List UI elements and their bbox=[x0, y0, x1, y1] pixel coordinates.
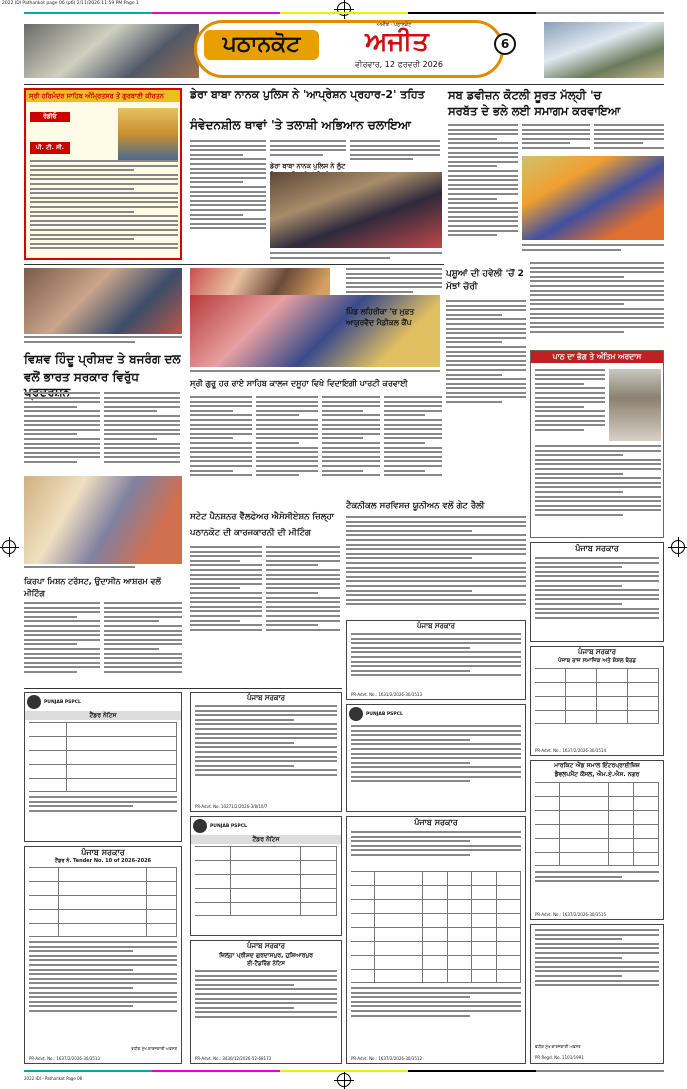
story2-col3-top bbox=[594, 124, 664, 154]
story2-col1 bbox=[448, 124, 518, 254]
ad-tender-left-body bbox=[25, 939, 181, 1035]
ad-tender-left bbox=[24, 846, 182, 1064]
obituary-portrait bbox=[609, 369, 661, 441]
ad-tender-no: ਟੈਂਡਰ ਨੰ. Tender No. 10 of 2026-2026 bbox=[54, 858, 152, 864]
story6-col2 bbox=[256, 396, 318, 488]
story2-headline-1: ਸਬ ਡਵੀਜ਼ਨ ਕੋਟਲੀ ਸੂਰਤ ਮੱਲ੍ਹੀ 'ਚ bbox=[448, 88, 602, 102]
ad-district-sub: ਈ-ਟੈਂਡਰਿੰਗ ਨੋਟਿਸ bbox=[247, 961, 285, 967]
ad-punjab-govt-center bbox=[346, 620, 526, 700]
ads-rule-left bbox=[24, 688, 342, 689]
ad-rural-grid bbox=[535, 668, 659, 724]
pspcl-logo-icon bbox=[27, 695, 41, 709]
promo-tag-ptc: ਪੀ. ਟੀ. ਸੀ. bbox=[30, 142, 70, 154]
ad-market-committee bbox=[530, 760, 664, 920]
ad-bottom-title: ਪੰਜਾਬ ਸਰਕਾਰ bbox=[414, 818, 458, 827]
story8-col1 bbox=[190, 546, 262, 642]
story8-headline-1: ਸਟੇਟ ਪੈਨਸ਼ਨਰ ਵੈੱਲਫੇਅਰ ਐਸੋਸੀਏਸ਼ਨ ਜ਼ਿਲ੍ਹਾ bbox=[190, 512, 335, 522]
ad-district-pr: PR-Advt. No.: 3430/12/2026-52-68173 bbox=[195, 1056, 272, 1061]
story4-body bbox=[446, 300, 526, 420]
ad-rural-punjab: ਪੰਜਾਬ ਸਰਕਾਰ bbox=[577, 648, 616, 656]
color-bar bbox=[24, 12, 664, 14]
story3-photo bbox=[24, 268, 182, 334]
ad-pspcl-left bbox=[24, 692, 182, 842]
ad-center-title: ਪੰਜਾਬ ਸਰਕਾਰ bbox=[416, 622, 455, 630]
story9-headline-2: ਮੀਟਿੰਗ bbox=[24, 589, 45, 598]
obituary-box bbox=[530, 350, 664, 538]
story6-col1 bbox=[190, 396, 252, 488]
issue-date: ਵੀਰਵਾਰ, 12 ਫਰਵਰੀ 2026 bbox=[355, 60, 443, 69]
pspcl-mid-name: PUNJAB PSPCL bbox=[210, 823, 247, 829]
ad-market-pr: PR-Advt. No.: 1637/2/2026-30/3515 bbox=[535, 912, 606, 917]
story1-headline-1: ਡੇਰਾ ਬਾਬਾ ਨਾਨਕ ਪੁਲਿਸ ਨੇ 'ਆਪ੍ਰੇਸ਼ਨ ਪ੍ਰਹਾਰ-2' ਤਹਿਤ bbox=[190, 88, 425, 101]
ad-rural-pr: PR-Advt. No.: 1637/2/2026-30/3514 bbox=[535, 748, 606, 753]
registration-mark-bottom bbox=[337, 1073, 351, 1087]
story2-headline-2: ਸਰਬੱਤ ਦੇ ਭਲੇ ਲਈ ਸਮਾਗਮ ਕਰਵਾਇਆ bbox=[448, 104, 621, 118]
ad-pspcl-grid bbox=[29, 722, 177, 792]
ad-punjab-govt-bottom bbox=[346, 816, 526, 1064]
footer-color-bar bbox=[24, 1070, 664, 1072]
pspcl-center-logo-icon bbox=[349, 707, 363, 721]
ad-pspcl-mid bbox=[190, 816, 342, 936]
ad-pspcl-center-header bbox=[347, 705, 525, 723]
city-name: ਪਠਾਨਕੋਟ bbox=[204, 30, 319, 60]
page-number: 6 bbox=[494, 33, 516, 55]
ad-right-title: ਪੰਜਾਬ ਸਰਕਾਰ bbox=[575, 544, 619, 553]
story6-col4 bbox=[384, 396, 442, 488]
gurbani-promo bbox=[24, 88, 182, 260]
ad-bottom-right-phone: PR Regd. No. 1101/1991 bbox=[535, 1055, 584, 1060]
ad-right-body bbox=[531, 555, 663, 635]
ad-bottom-right bbox=[530, 924, 664, 1064]
ad-district-council bbox=[190, 940, 342, 1064]
ad-pspcl-mid-tender: ਟੈਂਡਰ ਨੋਟਿਸ bbox=[191, 835, 341, 844]
story3-caption bbox=[24, 336, 182, 346]
pspcl-center-name: PUNJAB PSPCL bbox=[366, 711, 403, 717]
ad-district-title: ਜ਼ਿਲ੍ਹਾ ਪ੍ਰੀਸ਼ਦ ਗੁਰਦਾਸਪੁਰ, ਹੁਸ਼ਿਆਰਪੁਰ bbox=[219, 952, 313, 959]
obituary-details bbox=[535, 445, 661, 533]
story2-col2-top bbox=[522, 124, 590, 154]
story7-body bbox=[346, 516, 526, 616]
story1-continued bbox=[346, 268, 442, 304]
ad-pspcl-notes bbox=[25, 794, 181, 820]
footer-slug: 2022 IDI - Pathankot Page 06 bbox=[24, 1076, 83, 1081]
ad-tender-left-signoff: ਵਧੀਕ ਮੁੱਖ ਕਾਰਜਕਾਰੀ ਅਫਸਰ bbox=[131, 1046, 177, 1051]
ad-rural-dev bbox=[530, 646, 664, 756]
ad-bottom-intro bbox=[347, 829, 525, 869]
ad-mid-pr: PR-Advt. No. 10271/2/2026-3/8/10/7 bbox=[195, 804, 268, 809]
tagline: ਅਮੀਤ · ਪਠਾਨਕੋਟ bbox=[376, 22, 412, 28]
ad-market-title-2: ਡੈਵਲਪਮੈਂਟ ਕੌਂਸਲ, ਐਮ.ਏ.ਐਸ. ਨਗਰ bbox=[554, 771, 640, 778]
ad-punjab-govt-mid bbox=[190, 692, 342, 812]
ad-center-body bbox=[347, 631, 525, 687]
paper-name: ਅਜੀਤ bbox=[365, 27, 429, 57]
ad-bottom-pr: PR-Advt. No.: 1637/2/2026-30/3512 bbox=[351, 1056, 422, 1061]
ad-district-punjab: ਪੰਜਾਬ ਸਰਕਾਰ bbox=[246, 942, 285, 950]
story4-headline: ਪਸ਼ੂਆਂ ਦੀ ਹਵੇਲੀ 'ਚੋਂ 2 ਮੱਝਾਂ ਚੋਰੀ bbox=[446, 269, 524, 292]
story1-photo bbox=[270, 172, 442, 248]
story3-col1 bbox=[24, 392, 100, 472]
story1-headline-2: ਸੰਵੇਦਨਸ਼ੀਲ ਥਾਵਾਂ 'ਤੇ ਤਲਾਸ਼ੀ ਅਭਿਆਨ ਚਲਾਇਆ bbox=[190, 118, 411, 132]
ad-pspcl-mid-grid bbox=[195, 846, 337, 916]
registration-mark-left bbox=[2, 540, 16, 554]
masthead-left-photo bbox=[24, 24, 199, 78]
ad-pspcl-tender: ਟੈਂਡਰ ਨੋਟਿਸ bbox=[25, 711, 181, 720]
story3-headline-2: ਵਲੋਂ ਭਾਰਤ ਸਰਕਾਰ ਵਿਰੁੱਧ bbox=[24, 370, 139, 384]
story7-headline: ਟੈਕਨੀਕਲ ਸਰਵਿਸਜ਼ ਯੂਨੀਅਨ ਵਲੋਂ ਗੇਟ ਰੈਲੀ bbox=[346, 501, 485, 511]
story1-caption bbox=[270, 252, 442, 262]
promo-title: ਸ੍ਰੀ ਹਰਿਮੰਦਰ ਸਾਹਿਬ ਅੰਮ੍ਰਿਤਸਰ ਤੋਂ ਗੁਰਬਾਣੀ ਕੀਰਤਨ bbox=[26, 90, 180, 102]
print-slug: 2022 IDI Pathankot page 06 (p6) 2/11/2026 11:59 PM Page 1 bbox=[2, 1, 139, 6]
masthead-rule bbox=[24, 84, 664, 85]
story6-caption bbox=[190, 370, 440, 378]
masthead bbox=[24, 18, 664, 80]
ad-pspcl-header bbox=[25, 693, 181, 711]
story3-headline-1: ਵਿਸ਼ਵ ਹਿੰਦੂ ਪ੍ਰੀਸ਼ਦ ਤੇ ਬਜਰੰਗ ਦਲ bbox=[24, 352, 181, 366]
promo-tag-radio: ਰੇਡੀਓ bbox=[30, 112, 70, 122]
ad-mid-body bbox=[191, 703, 341, 797]
story9-col1 bbox=[24, 602, 100, 684]
story9-col2 bbox=[104, 602, 182, 684]
ad-market-grid bbox=[535, 782, 659, 866]
ad-market-notes bbox=[531, 869, 663, 893]
story1-subhead: ਡੇਰਾ ਬਾਬਾ ਨਾਨਕ ਪੁਲਿਸ ਨੇ ਲੁੱਟ bbox=[270, 162, 346, 170]
story1-col1 bbox=[190, 140, 266, 240]
ad-market-title-1: ਮਾਰਕਿਟ ਐਂਡ ਸਮਾਲ ਇੰਟਰਪ੍ਰਾਈਜ਼ਿਜ਼ bbox=[554, 762, 640, 769]
registration-mark-right bbox=[671, 540, 685, 554]
ad-bottom-right-signoff: ਵਧੀਕ ਮੁੱਖ ਕਾਰਜਕਾਰੀ ਅਫਸਰ bbox=[535, 1044, 581, 1049]
story2-continued bbox=[530, 262, 664, 346]
ad-bottom-notes bbox=[347, 985, 525, 1045]
ad-tender-left-title: ਪੰਜਾਬ ਸਰਕਾਰ bbox=[81, 848, 125, 857]
pspcl-mid-logo-icon bbox=[193, 819, 207, 833]
story2-photo bbox=[522, 156, 664, 240]
ad-tender-left-pr: PR-Advt. No.: 1637/2/2026-30/3513 bbox=[29, 1056, 100, 1061]
ad-pspcl-center bbox=[346, 704, 526, 812]
ad-mid-title: ਪੰਜਾਬ ਸਰਕਾਰ bbox=[246, 694, 285, 702]
story9-caption bbox=[24, 566, 182, 574]
obituary-title: ਪਾਠ ਦਾ ਭੋਗ ਤੇ ਅੰਤਿਮ ਅਰਦਾਸ bbox=[531, 351, 663, 363]
promo-schedule bbox=[30, 160, 178, 255]
ad-bottom-right-body bbox=[531, 925, 663, 1021]
story5-headline: ਪਿੰਡ ਲਹਿਰੀਕਾ 'ਚ ਮੁਫ਼ਤ ਆਯੁਰਵੈਦ ਮੈਡੀਕਲ ਕੈਂਪ bbox=[346, 307, 415, 327]
story1-col2-top bbox=[270, 140, 346, 160]
story3-col2 bbox=[104, 392, 180, 472]
story6-col3 bbox=[322, 396, 380, 488]
story9-headline-1: ਕਿਰਪਾ ਮਿਸ਼ਨ ਟਰੱਸਟ, ਉਦਾਸੀਨ ਆਸ਼ਰਮ ਵਲੋਂ bbox=[24, 577, 161, 586]
story8-headline-2: ਪਠਾਨਕੋਟ ਦੀ ਕਾਰਜਕਾਰਨੀ ਦੀ ਮੀਟਿੰਗ bbox=[190, 528, 311, 538]
ad-bottom-grid bbox=[351, 871, 521, 983]
story2-caption bbox=[522, 244, 664, 256]
ad-center-pr: PR-Advt. No.: 1631/2/2026-30/3513 bbox=[351, 692, 422, 697]
section-rule-1 bbox=[24, 264, 444, 265]
ad-rural-title: ਪੰਜਾਬ ਰਾਜ ਸਮਾਜਿਕ ਅਤੇ ਸ਼ੋਸ਼ਲ ਬੋਰਡ bbox=[558, 658, 636, 664]
story8-col2 bbox=[266, 546, 340, 642]
ad-pspcl-mid-header bbox=[191, 817, 341, 835]
ad-tender-left-grid bbox=[29, 867, 177, 937]
masthead-right-photo bbox=[544, 22, 664, 78]
story9-photo bbox=[24, 476, 182, 564]
ad-punjab-govt-right bbox=[530, 542, 664, 642]
story1-col3-top bbox=[350, 140, 440, 168]
obituary-text bbox=[535, 369, 605, 439]
pspcl-name: PUNJAB PSPCL bbox=[44, 699, 81, 705]
ad-pspcl-center-body bbox=[347, 723, 525, 803]
golden-temple-image bbox=[118, 108, 178, 160]
ad-district-body bbox=[191, 968, 341, 1038]
story6-headline: ਸ੍ਰੀ ਗੁਰੂ ਹਰ ਰਾਏ ਸਾਹਿਬ ਕਾਲਜ ਦਸੂਹਾ ਵਿਖੇ ਵਿਦਾਇਗੀ ਪਾਰਟੀ ਕਰਵਾਈ bbox=[190, 379, 408, 388]
